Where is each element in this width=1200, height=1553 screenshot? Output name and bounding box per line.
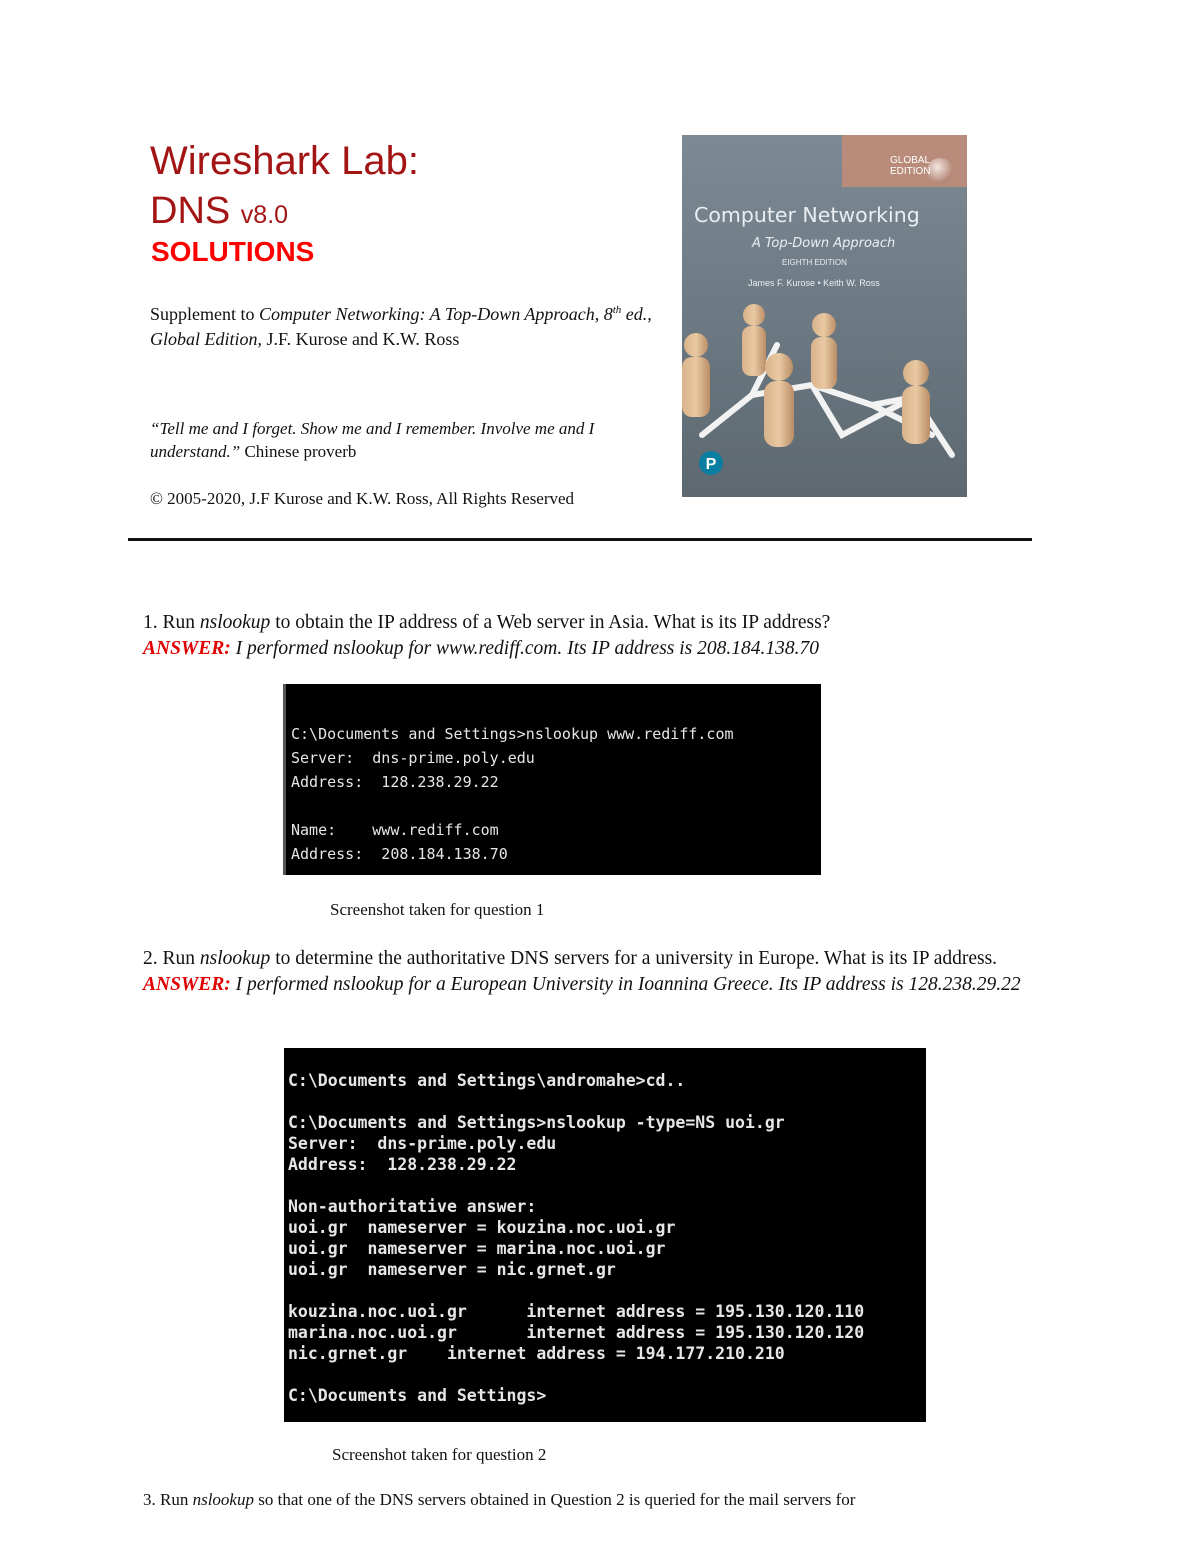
terminal-line [288,1364,926,1385]
terminal-line [288,1175,926,1196]
question-2: 2. Run nslookup to determine the authoritative DNS servers for a university in Europe. What is its IP address. ANSWER: I performed nslookup for a European University in Ioannina Greece. Its IP address is 128.238.29.22 [143,948,1021,995]
terminal-line: kouzina.noc.uoi.gr internet address = 195.130.120.110 [288,1302,865,1321]
terminal-line: C:\Documents and Settings\andromahe>cd.. [288,1071,686,1090]
terminal-line: C:\Documents and Settings>nslookup -type=NS uoi.gr [288,1113,785,1132]
cover-edition: EIGHTH EDITION [782,258,847,267]
cover-authors: James F. Kurose • Keith W. Ross [748,278,880,288]
terminal-line [288,1280,926,1301]
nslookup-command: nslookup [199,948,271,969]
lab-topic: DNS [150,190,231,232]
terminal-line: Address: 208.184.138.70 [291,845,508,863]
answer-text: I performed nslookup for a European University in Ioannina Greece. Its IP address is 128.238.29.22 [230,974,1021,995]
book-cover-art [682,135,967,497]
terminal-line: Server: dns-prime.poly.edu [288,1134,557,1153]
book-cover [682,135,967,497]
question-1: 1. Run nslookup to obtain the IP address of a Web server in Asia. What is its IP address? ANSWER: I performed nslookup for www.rediff.com. Its IP address is 208.184.138.70 [143,612,831,659]
answer-label: ANSWER: [143,974,231,995]
terminal-line: C:\Documents and Settings>nslookup www.rediff.com [291,725,734,743]
global-edition-badge: GLOBAL EDITION [890,155,931,177]
terminal-screenshot-q1 [283,684,821,875]
lab-version: v8.0 [240,201,289,229]
caption-q2: Screenshot taken for question 2 [332,1445,547,1464]
terminal-line: Address: 128.238.29.22 [291,773,499,791]
book-title: Computer Networking: A Top-Down Approach, 8 [259,304,613,324]
terminal-line: Non-authoritative answer: [288,1197,537,1216]
header-divider [128,538,1032,541]
solutions-label: SOLUTIONS [151,236,315,267]
terminal-line: Server: dns-prime.poly.edu [291,749,535,767]
answer-text: I performed nslookup for www.rediff.com. Its IP address is 208.184.138.70 [230,638,820,659]
terminal-line: uoi.gr nameserver = marina.noc.uoi.gr [288,1239,666,1258]
terminal-line: C:\Documents and Settings> [288,1386,547,1405]
proverb-quote: “Tell me and I forget. Show me and I remember. Involve me and I understand.” Chinese proverb [150,419,595,461]
terminal-screenshot-q2 [284,1048,926,1422]
lab-title: Wireshark Lab: [150,139,419,183]
copyright: © 2005-2020, J.F Kurose and K.W. Ross, All Rights Reserved [150,489,575,508]
terminal-line: uoi.gr nameserver = nic.grnet.gr [288,1260,616,1279]
caption-q1: Screenshot taken for question 1 [330,900,545,919]
cover-subtitle: A Top-Down Approach [752,236,896,251]
nslookup-command: nslookup [192,1490,254,1509]
terminal-line: Address: 128.238.29.22 [288,1155,517,1174]
lab-subtitle [150,190,288,236]
publisher-logo: P [705,456,717,473]
terminal-line: Name: www.rediff.com [291,821,499,839]
terminal-line [288,1091,926,1112]
question-3: 3. Run nslookup so that one of the DNS servers obtained in Question 2 is queried for the mail servers for [143,1490,856,1509]
supplement-text: Supplement to Computer Networking: A Top-Down Approach, 8th ed., Global Edition, J.F. Kurose and K.W. Ross [150,304,652,349]
terminal-line: nic.grnet.gr internet address = 194.177.210.210 [288,1344,785,1363]
nslookup-command: nslookup [199,612,271,633]
answer-label: ANSWER: [143,638,231,659]
terminal-line [291,794,821,818]
cover-title: Computer Networking [694,203,920,227]
terminal-line: marina.noc.uoi.gr internet address = 195.130.120.120 [288,1323,865,1342]
terminal-line: uoi.gr nameserver = kouzina.noc.uoi.gr [288,1218,676,1237]
